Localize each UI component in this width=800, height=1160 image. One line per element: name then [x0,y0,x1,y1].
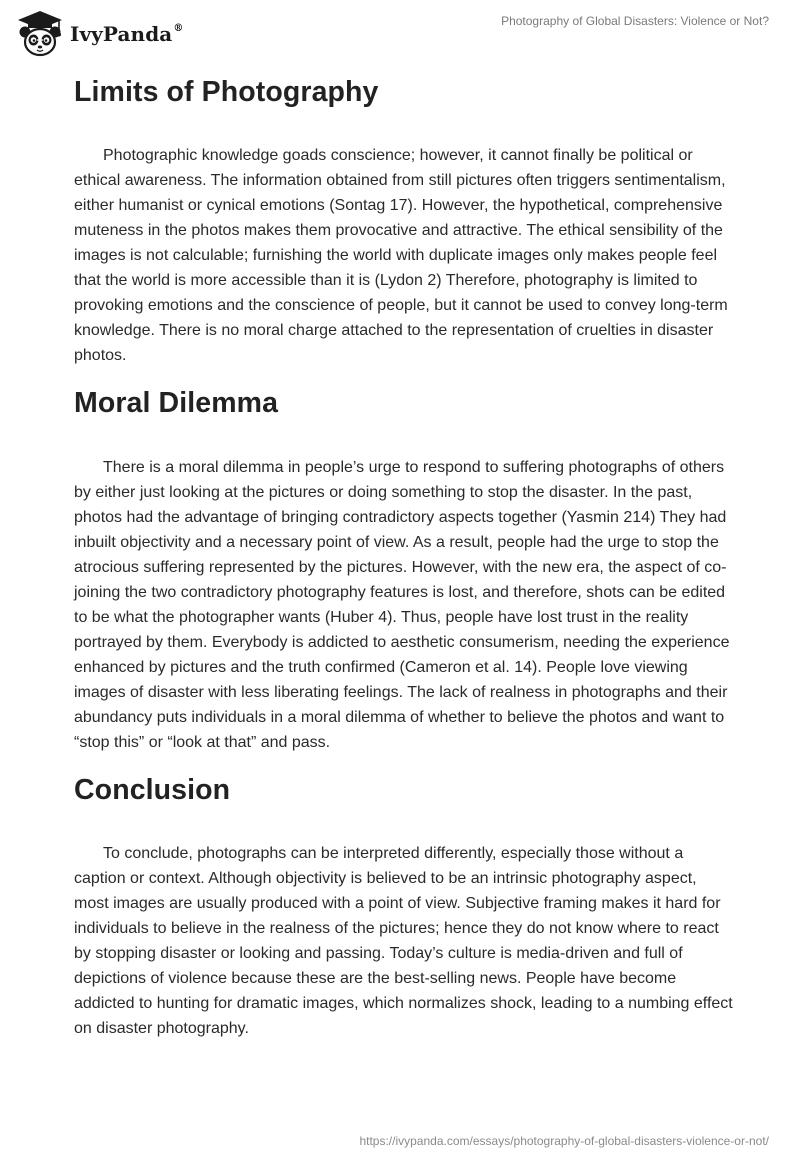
panda-graduate-icon [14,8,66,58]
source-url[interactable]: https://ivypanda.com/essays/photography-of-global-disasters-violence-or-not/ [359,1134,769,1148]
section-conclusion [74,772,734,1041]
section-heading: Limits of Photography [74,76,379,108]
section-paragraph: To conclude, photographs can be interpreted differently, especially those without a caption or context. Although objectivity is believed to be an intrinsic photography aspect, most images are usually produced with a point of view. Subjective framing makes it hard for individuals to believe in the realness of the pictures; hence they do not know where to react by stopping disaster or looking and passing. Today’s culture is media-driven and full of depictions of violence because these are the best-selling news. People have become addicted to hunting for dramatic images, which normalizes shock, leading to a numbing effect on disaster photography. [74,845,733,1037]
document-title: Photography of Global Disasters: Violence or Not? [501,14,769,28]
section-paragraph: Photographic knowledge goads conscience; however, it cannot finally be political or ethical awareness. The information obtained from still pictures often triggers sentimentalism, either humanist or cynical emotions (Sontag 17). However, the hypothetical, comprehensive muteness in the photos makes them provocative and attractive. The ethical sensibility of the images is not calculable; furnishing the world with duplicate images only makes people feel that the world is more accessible than it is (Lydon 2) Therefore, photography is limited to provoking emotions and the conscience of people, but it cannot be used to convey long-term knowledge. There is no moral charge attached to the representation of cruelties in disaster photos. [74,147,728,364]
logo[interactable] [14,8,183,58]
brand-name: IvyPanda® [70,22,184,46]
section-paragraph: There is a moral dilemma in people’s urge to respond to suffering photographs of others by either just looking at the pictures or doing something to stop the disaster. In the past, photos had the advantage of bringing contradictory aspects together (Yasmin 214) They had inbuilt objectivity and a necessary point of view. As a result, people had the urge to stop the atrocious suffering represented by the pictures. However, with the new era, the aspect of co-joining the two contradictory photography features is lost, and therefore, shots can be edited to be what the photographer wants (Huber 4). Thus, people have lost trust in the reality portrayed by them. Everybody is addicted to aesthetic consumerism, needing the experience enhanced by pictures and the truth confirmed (Cameron et al. 14). People love viewing images of disaster with less liberating feelings. The lack of realness in photographs and their abundancy puts individuals in a moral dilemma of whether to believe the photos and want to “stop this” or “look at that” and pass. [74,459,730,751]
section-heading: Moral Dilemma [74,387,279,419]
essay-body [74,74,734,1041]
section-moral-dilemma [74,385,734,755]
registered-mark: ® [173,23,184,35]
section-limits-of-photography [74,74,734,368]
section-heading: Conclusion [74,774,231,806]
